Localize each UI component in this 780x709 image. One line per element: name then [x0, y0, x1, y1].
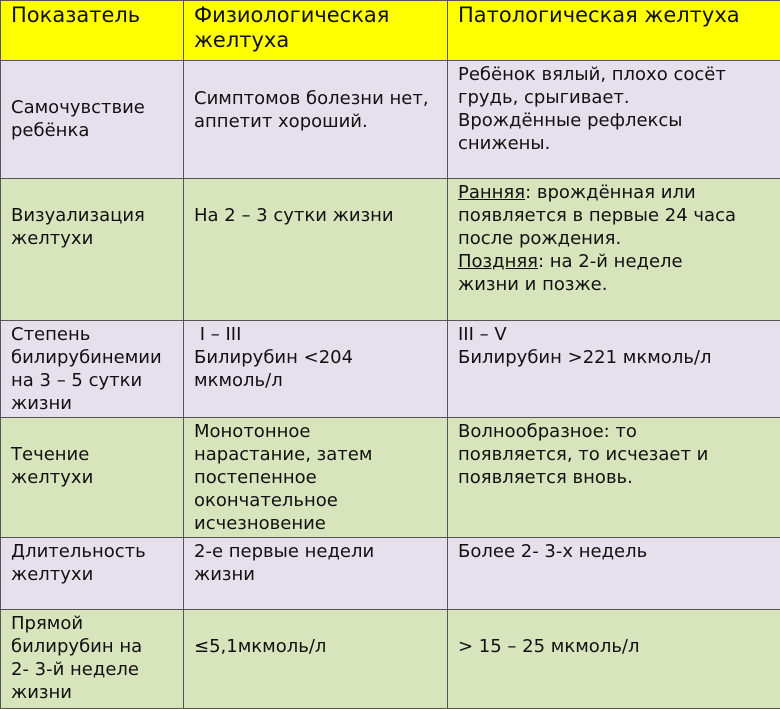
table-row — [1, 179, 780, 321]
early-text: : врождённая или появляется в первые 24 часа после рождения. — [458, 182, 736, 249]
physiological-cell: 2-е первые недели жизни — [184, 538, 448, 610]
early-term: Ранняя — [458, 182, 525, 203]
pathological-cell — [448, 179, 780, 321]
table-row — [1, 610, 780, 709]
table-row — [1, 321, 780, 418]
header-pathological: Патологическая желтуха — [448, 1, 780, 61]
pathological-cell: > 15 – 25 мкмоль/л — [448, 610, 780, 709]
table-row — [1, 418, 780, 538]
late-text: : на 2-й неделе жизни и позже. — [458, 251, 683, 295]
pathological-cell: Волнообразное: то появляется, то исчезает и появляется вновь. — [448, 418, 780, 538]
pathological-cell: III – V Билирубин >221 мкмоль/л — [448, 321, 780, 418]
header-indicator: Показатель — [1, 1, 184, 61]
physiological-cell: ≤5,1мкмоль/л — [184, 610, 448, 709]
pathological-cell: Более 2- 3-х недель — [448, 538, 780, 610]
row-label: Степень билирубинемии на 3 – 5 сутки жизни — [1, 321, 184, 418]
table-row — [1, 538, 780, 610]
pathological-cell: Ребёнок вялый, плохо сосёт грудь, срыгивает. Врождённые рефлексы снижены. — [448, 61, 780, 179]
table-row — [1, 61, 780, 179]
header-physiological: Физиологическая желтуха — [184, 1, 448, 61]
row-label: Самочувствие ребёнка — [1, 61, 184, 179]
physiological-cell: Симптомов болезни нет, аппетит хороший. — [184, 61, 448, 179]
physiological-cell: На 2 – 3 сутки жизни — [184, 179, 448, 321]
row-label: Визуализация желтухи — [1, 179, 184, 321]
header-row — [1, 1, 780, 61]
row-label: Длительность желтухи — [1, 538, 184, 610]
late-term: Поздняя — [458, 251, 538, 272]
physiological-cell: Монотонное нарастание, затем постепенное окончательное исчезновение — [184, 418, 448, 538]
row-label: Прямой билирубин на 2- 3-й неделе жизни — [1, 610, 184, 709]
physiological-cell: I – III Билирубин <204 мкмоль/л — [184, 321, 448, 418]
row-label: Течение желтухи — [1, 418, 184, 538]
